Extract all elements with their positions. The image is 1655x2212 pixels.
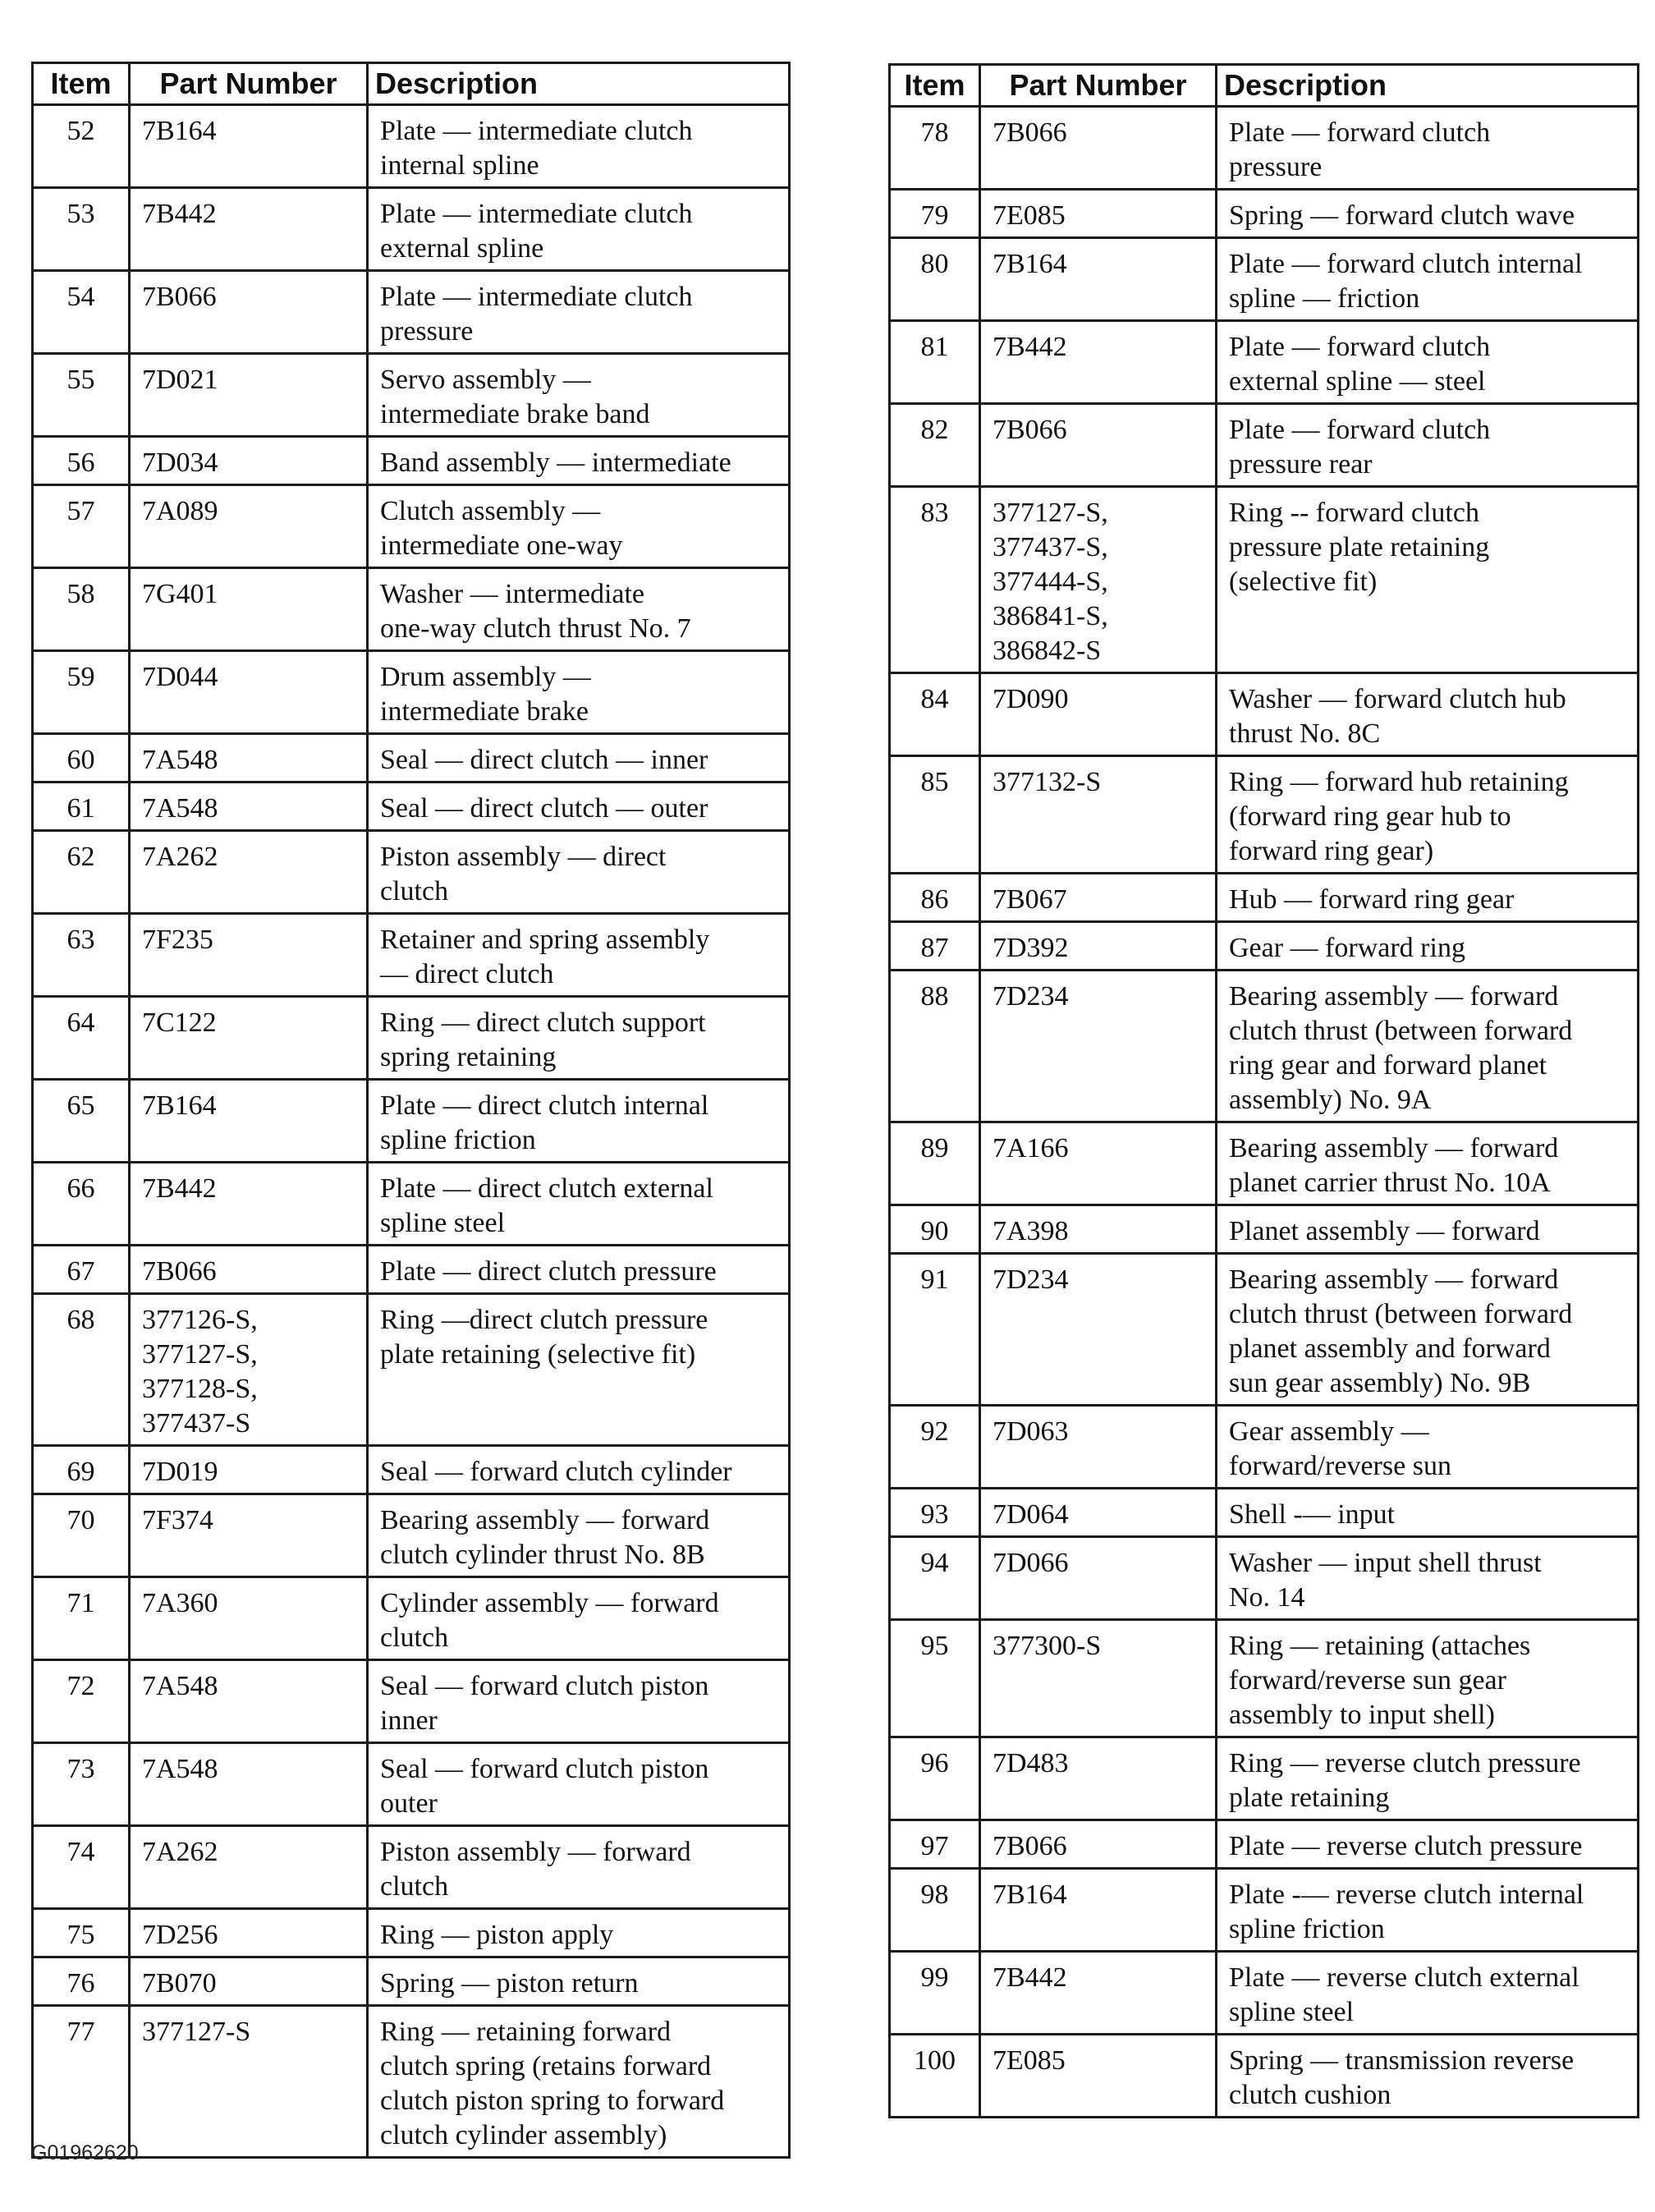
part-number-cell: 7D034 (130, 437, 368, 485)
description-cell: Servo assembly — intermediate brake band (368, 354, 790, 437)
description-cell: Gear — forward ring (1217, 922, 1639, 971)
part-number-cell: 7B164 (130, 105, 368, 188)
item-number-cell: 76 (33, 1957, 130, 2006)
description-cell: Seal — forward clutch piston outer (368, 1743, 790, 1826)
part-number-cell: 7B442 (130, 1163, 368, 1246)
table-row (890, 1406, 1639, 1489)
item-number-cell: 80 (890, 238, 980, 321)
table-row (890, 107, 1639, 190)
table-row (33, 1909, 790, 1957)
description-cell: Ring — retaining (attaches forward/reverse sun gear assembly to input shell) (1217, 1620, 1639, 1737)
part-number-cell: 7D234 (980, 1254, 1217, 1406)
table-row (890, 1820, 1639, 1869)
item-number-cell: 91 (890, 1254, 980, 1406)
description-cell: Bearing assembly — forward clutch thrust (between forward planet assembly and forward sun gear assembly) No. 9B (1217, 1254, 1639, 1406)
description-cell: Planet assembly — forward (1217, 1205, 1639, 1254)
table-row (890, 756, 1639, 874)
table-row (33, 485, 790, 568)
item-number-cell: 85 (890, 756, 980, 874)
part-number-cell: 7F235 (130, 914, 368, 997)
part-number-cell: 7D044 (130, 651, 368, 734)
item-number-cell: 60 (33, 734, 130, 782)
table-row (33, 2006, 790, 2158)
column-header-item: Item (33, 63, 130, 105)
item-number-cell: 75 (33, 1909, 130, 1957)
table-row (33, 437, 790, 485)
table-row (33, 105, 790, 188)
part-number-cell: 7D021 (130, 354, 368, 437)
table-row (890, 404, 1639, 487)
description-cell: Seal — forward clutch piston inner (368, 1660, 790, 1743)
item-number-cell: 84 (890, 673, 980, 756)
parts-table-left-body (33, 105, 790, 2158)
description-cell: Retainer and spring assembly — direct clutch (368, 914, 790, 997)
description-cell: Spring — transmission reverse clutch cushion (1217, 2035, 1639, 2118)
table-row (33, 1294, 790, 1446)
table-row (890, 190, 1639, 238)
description-cell: Plate — reverse clutch pressure (1217, 1820, 1639, 1869)
description-cell: Plate –– forward clutch internal spline — friction (1217, 238, 1639, 321)
column-header-part-number: Part Number (130, 63, 368, 105)
part-number-cell: 7B066 (130, 271, 368, 354)
part-number-cell: 7A548 (130, 734, 368, 782)
description-cell: Spring — forward clutch wave (1217, 190, 1639, 238)
table-row (890, 1952, 1639, 2035)
part-number-cell: 7B442 (130, 188, 368, 271)
part-number-cell: 7D256 (130, 1909, 368, 1957)
item-number-cell: 94 (890, 1537, 980, 1620)
table-row (33, 1577, 790, 1660)
description-cell: Seal — forward clutch cylinder (368, 1446, 790, 1494)
item-number-cell: 77 (33, 2006, 130, 2158)
part-number-cell: 7A548 (130, 1743, 368, 1826)
description-cell: Plate — reverse clutch external spline steel (1217, 1952, 1639, 2035)
item-number-cell: 59 (33, 651, 130, 734)
part-number-cell: 7D019 (130, 1446, 368, 1494)
part-number-cell: 7B070 (130, 1957, 368, 2006)
table-row (890, 874, 1639, 922)
description-cell: Plate — direct clutch internal spline friction (368, 1080, 790, 1163)
part-number-cell: 377300-S (980, 1620, 1217, 1737)
description-cell: Ring — reverse clutch pressure plate retaining (1217, 1737, 1639, 1820)
table-row (890, 487, 1639, 673)
item-number-cell: 74 (33, 1826, 130, 1909)
item-number-cell: 56 (33, 437, 130, 485)
part-number-cell: 7D234 (980, 971, 1217, 1122)
item-number-cell: 88 (890, 971, 980, 1122)
table-row (890, 1737, 1639, 1820)
table-row (33, 1494, 790, 1577)
table-row (33, 831, 790, 914)
column-header-description: Description (368, 63, 790, 105)
item-number-cell: 73 (33, 1743, 130, 1826)
description-cell: Piston assembly — forward clutch (368, 1826, 790, 1909)
item-number-cell: 79 (890, 190, 980, 238)
description-cell: Plate — forward clutch pressure rear (1217, 404, 1639, 487)
table-row (890, 1489, 1639, 1537)
item-number-cell: 82 (890, 404, 980, 487)
description-cell: Plate -— reverse clutch internal spline friction (1217, 1869, 1639, 1952)
item-number-cell: 67 (33, 1246, 130, 1294)
part-number-cell: 377127-S (130, 2006, 368, 2158)
description-cell: Seal — direct clutch — inner (368, 734, 790, 782)
item-number-cell: 90 (890, 1205, 980, 1254)
description-cell: Washer — forward clutch hub thrust No. 8C (1217, 673, 1639, 756)
description-cell: Ring -- forward clutch pressure plate retaining (selective fit) (1217, 487, 1639, 673)
table-row (33, 1743, 790, 1826)
item-number-cell: 70 (33, 1494, 130, 1577)
item-number-cell: 68 (33, 1294, 130, 1446)
item-number-cell: 92 (890, 1406, 980, 1489)
item-number-cell: 66 (33, 1163, 130, 1246)
item-number-cell: 61 (33, 782, 130, 831)
parts-table-left (31, 62, 791, 2159)
item-number-cell: 62 (33, 831, 130, 914)
item-number-cell: 55 (33, 354, 130, 437)
table-row (890, 321, 1639, 404)
table-row (890, 1122, 1639, 1205)
table-row (33, 997, 790, 1080)
item-number-cell: 64 (33, 997, 130, 1080)
table-header-row (33, 63, 790, 105)
table-row (33, 354, 790, 437)
part-number-cell: 7B164 (980, 238, 1217, 321)
description-cell: Plate — direct clutch pressure (368, 1246, 790, 1294)
table-row (890, 971, 1639, 1122)
item-number-cell: 57 (33, 485, 130, 568)
item-number-cell: 53 (33, 188, 130, 271)
part-number-cell: 7D483 (980, 1737, 1217, 1820)
table-row (33, 1826, 790, 1909)
item-number-cell: 93 (890, 1489, 980, 1537)
table-row (890, 2035, 1639, 2118)
part-number-cell: 7A262 (130, 1826, 368, 1909)
description-cell: Drum assembly — intermediate brake (368, 651, 790, 734)
description-cell: Gear assembly — forward/reverse sun (1217, 1406, 1639, 1489)
description-cell: Hub — forward ring gear (1217, 874, 1639, 922)
table-row (33, 188, 790, 271)
description-cell: Seal — direct clutch — outer (368, 782, 790, 831)
part-number-cell: 7B066 (980, 404, 1217, 487)
table-row (33, 271, 790, 354)
item-number-cell: 78 (890, 107, 980, 190)
figure-code: G01962620 (31, 2141, 139, 2164)
part-number-cell: 7B067 (980, 874, 1217, 922)
item-number-cell: 99 (890, 1952, 980, 2035)
description-cell: Piston assembly — direct clutch (368, 831, 790, 914)
table-header-row (890, 65, 1639, 107)
table-row (33, 1446, 790, 1494)
table-row (33, 1660, 790, 1743)
description-cell: Washer — intermediate one-way clutch thrust No. 7 (368, 568, 790, 651)
part-number-cell: 377132-S (980, 756, 1217, 874)
description-cell: Plate — direct clutch external spline steel (368, 1163, 790, 1246)
description-cell: Spring — piston return (368, 1957, 790, 2006)
part-number-cell: 7D066 (980, 1537, 1217, 1620)
part-number-cell: 7D090 (980, 673, 1217, 756)
description-cell: Ring — direct clutch support spring retaining (368, 997, 790, 1080)
table-row (33, 782, 790, 831)
item-number-cell: 81 (890, 321, 980, 404)
table-row (890, 922, 1639, 971)
part-number-cell: 7C122 (130, 997, 368, 1080)
table-row (890, 1205, 1639, 1254)
item-number-cell: 95 (890, 1620, 980, 1737)
item-number-cell: 100 (890, 2035, 980, 2118)
part-number-cell: 7A089 (130, 485, 368, 568)
item-number-cell: 96 (890, 1737, 980, 1820)
item-number-cell: 58 (33, 568, 130, 651)
table-row (890, 1620, 1639, 1737)
description-cell: Bearing assembly — forward clutch thrust (between forward ring gear and forward planet assembly) No. 9A (1217, 971, 1639, 1122)
description-cell: Bearing assembly — forward planet carrier thrust No. 10A (1217, 1122, 1639, 1205)
table-row (890, 673, 1639, 756)
item-number-cell: 97 (890, 1820, 980, 1869)
table-row (33, 1163, 790, 1246)
table-row (33, 568, 790, 651)
table-row (890, 1869, 1639, 1952)
item-number-cell: 87 (890, 922, 980, 971)
item-number-cell: 71 (33, 1577, 130, 1660)
part-number-cell: 377127-S, 377437-S, 377444-S, 386841-S, 386842-S (980, 487, 1217, 673)
part-number-cell: 7A262 (130, 831, 368, 914)
description-cell: Shell -— input (1217, 1489, 1639, 1537)
table-row (33, 1080, 790, 1163)
part-number-cell: 7E085 (980, 190, 1217, 238)
description-cell: Ring — piston apply (368, 1909, 790, 1957)
item-number-cell: 69 (33, 1446, 130, 1494)
description-cell: Ring —direct clutch pressure plate retaining (selective fit) (368, 1294, 790, 1446)
description-cell: Ring — forward hub retaining (forward ring gear hub to forward ring gear) (1217, 756, 1639, 874)
description-cell: Plate — intermediate clutch internal spline (368, 105, 790, 188)
table-row (33, 1957, 790, 2006)
part-number-cell: 7A548 (130, 782, 368, 831)
item-number-cell: 98 (890, 1869, 980, 1952)
part-number-cell: 7D064 (980, 1489, 1217, 1537)
part-number-cell: 7B066 (980, 107, 1217, 190)
item-number-cell: 89 (890, 1122, 980, 1205)
table-row (33, 734, 790, 782)
item-number-cell: 65 (33, 1080, 130, 1163)
part-number-cell: 7E085 (980, 2035, 1217, 2118)
description-cell: Clutch assembly — intermediate one-way (368, 485, 790, 568)
table-row (33, 914, 790, 997)
part-number-cell: 7B442 (980, 1952, 1217, 2035)
table-row (890, 1537, 1639, 1620)
description-cell: Washer — input shell thrust No. 14 (1217, 1537, 1639, 1620)
table-row (890, 238, 1639, 321)
description-cell: Band assembly — intermediate (368, 437, 790, 485)
description-cell: Plate — intermediate clutch external spline (368, 188, 790, 271)
part-number-cell: 7B164 (130, 1080, 368, 1163)
item-number-cell: 63 (33, 914, 130, 997)
part-number-cell: 7F374 (130, 1494, 368, 1577)
part-number-cell: 7A166 (980, 1122, 1217, 1205)
column-header-item: Item (890, 65, 980, 107)
item-number-cell: 86 (890, 874, 980, 922)
parts-table-right (888, 63, 1639, 2118)
part-number-cell: 7G401 (130, 568, 368, 651)
description-cell: Plate — forward clutch pressure (1217, 107, 1639, 190)
part-number-cell: 7D392 (980, 922, 1217, 971)
part-number-cell: 7B066 (980, 1820, 1217, 1869)
description-cell: Plate — intermediate clutch pressure (368, 271, 790, 354)
description-cell: Ring — retaining forward clutch spring (retains forward clutch piston spring to forward clutch cylinder assembly) (368, 2006, 790, 2158)
part-number-cell: 7A398 (980, 1205, 1217, 1254)
item-number-cell: 52 (33, 105, 130, 188)
table-row (33, 651, 790, 734)
part-number-cell: 7A360 (130, 1577, 368, 1660)
item-number-cell: 72 (33, 1660, 130, 1743)
item-number-cell: 54 (33, 271, 130, 354)
part-number-cell: 7B442 (980, 321, 1217, 404)
part-number-cell: 377126-S, 377127-S, 377128-S, 377437-S (130, 1294, 368, 1446)
item-number-cell: 83 (890, 487, 980, 673)
description-cell: Plate –– forward clutch external spline — steel (1217, 321, 1639, 404)
parts-table-right-body (890, 107, 1639, 2118)
description-cell: Bearing assembly — forward clutch cylinder thrust No. 8B (368, 1494, 790, 1577)
part-number-cell: 7B066 (130, 1246, 368, 1294)
description-cell: Cylinder assembly — forward clutch (368, 1577, 790, 1660)
part-number-cell: 7A548 (130, 1660, 368, 1743)
part-number-cell: 7D063 (980, 1406, 1217, 1489)
column-header-description: Description (1217, 65, 1639, 107)
column-header-part-number: Part Number (980, 65, 1217, 107)
table-row (33, 1246, 790, 1294)
part-number-cell: 7B164 (980, 1869, 1217, 1952)
table-row (890, 1254, 1639, 1406)
